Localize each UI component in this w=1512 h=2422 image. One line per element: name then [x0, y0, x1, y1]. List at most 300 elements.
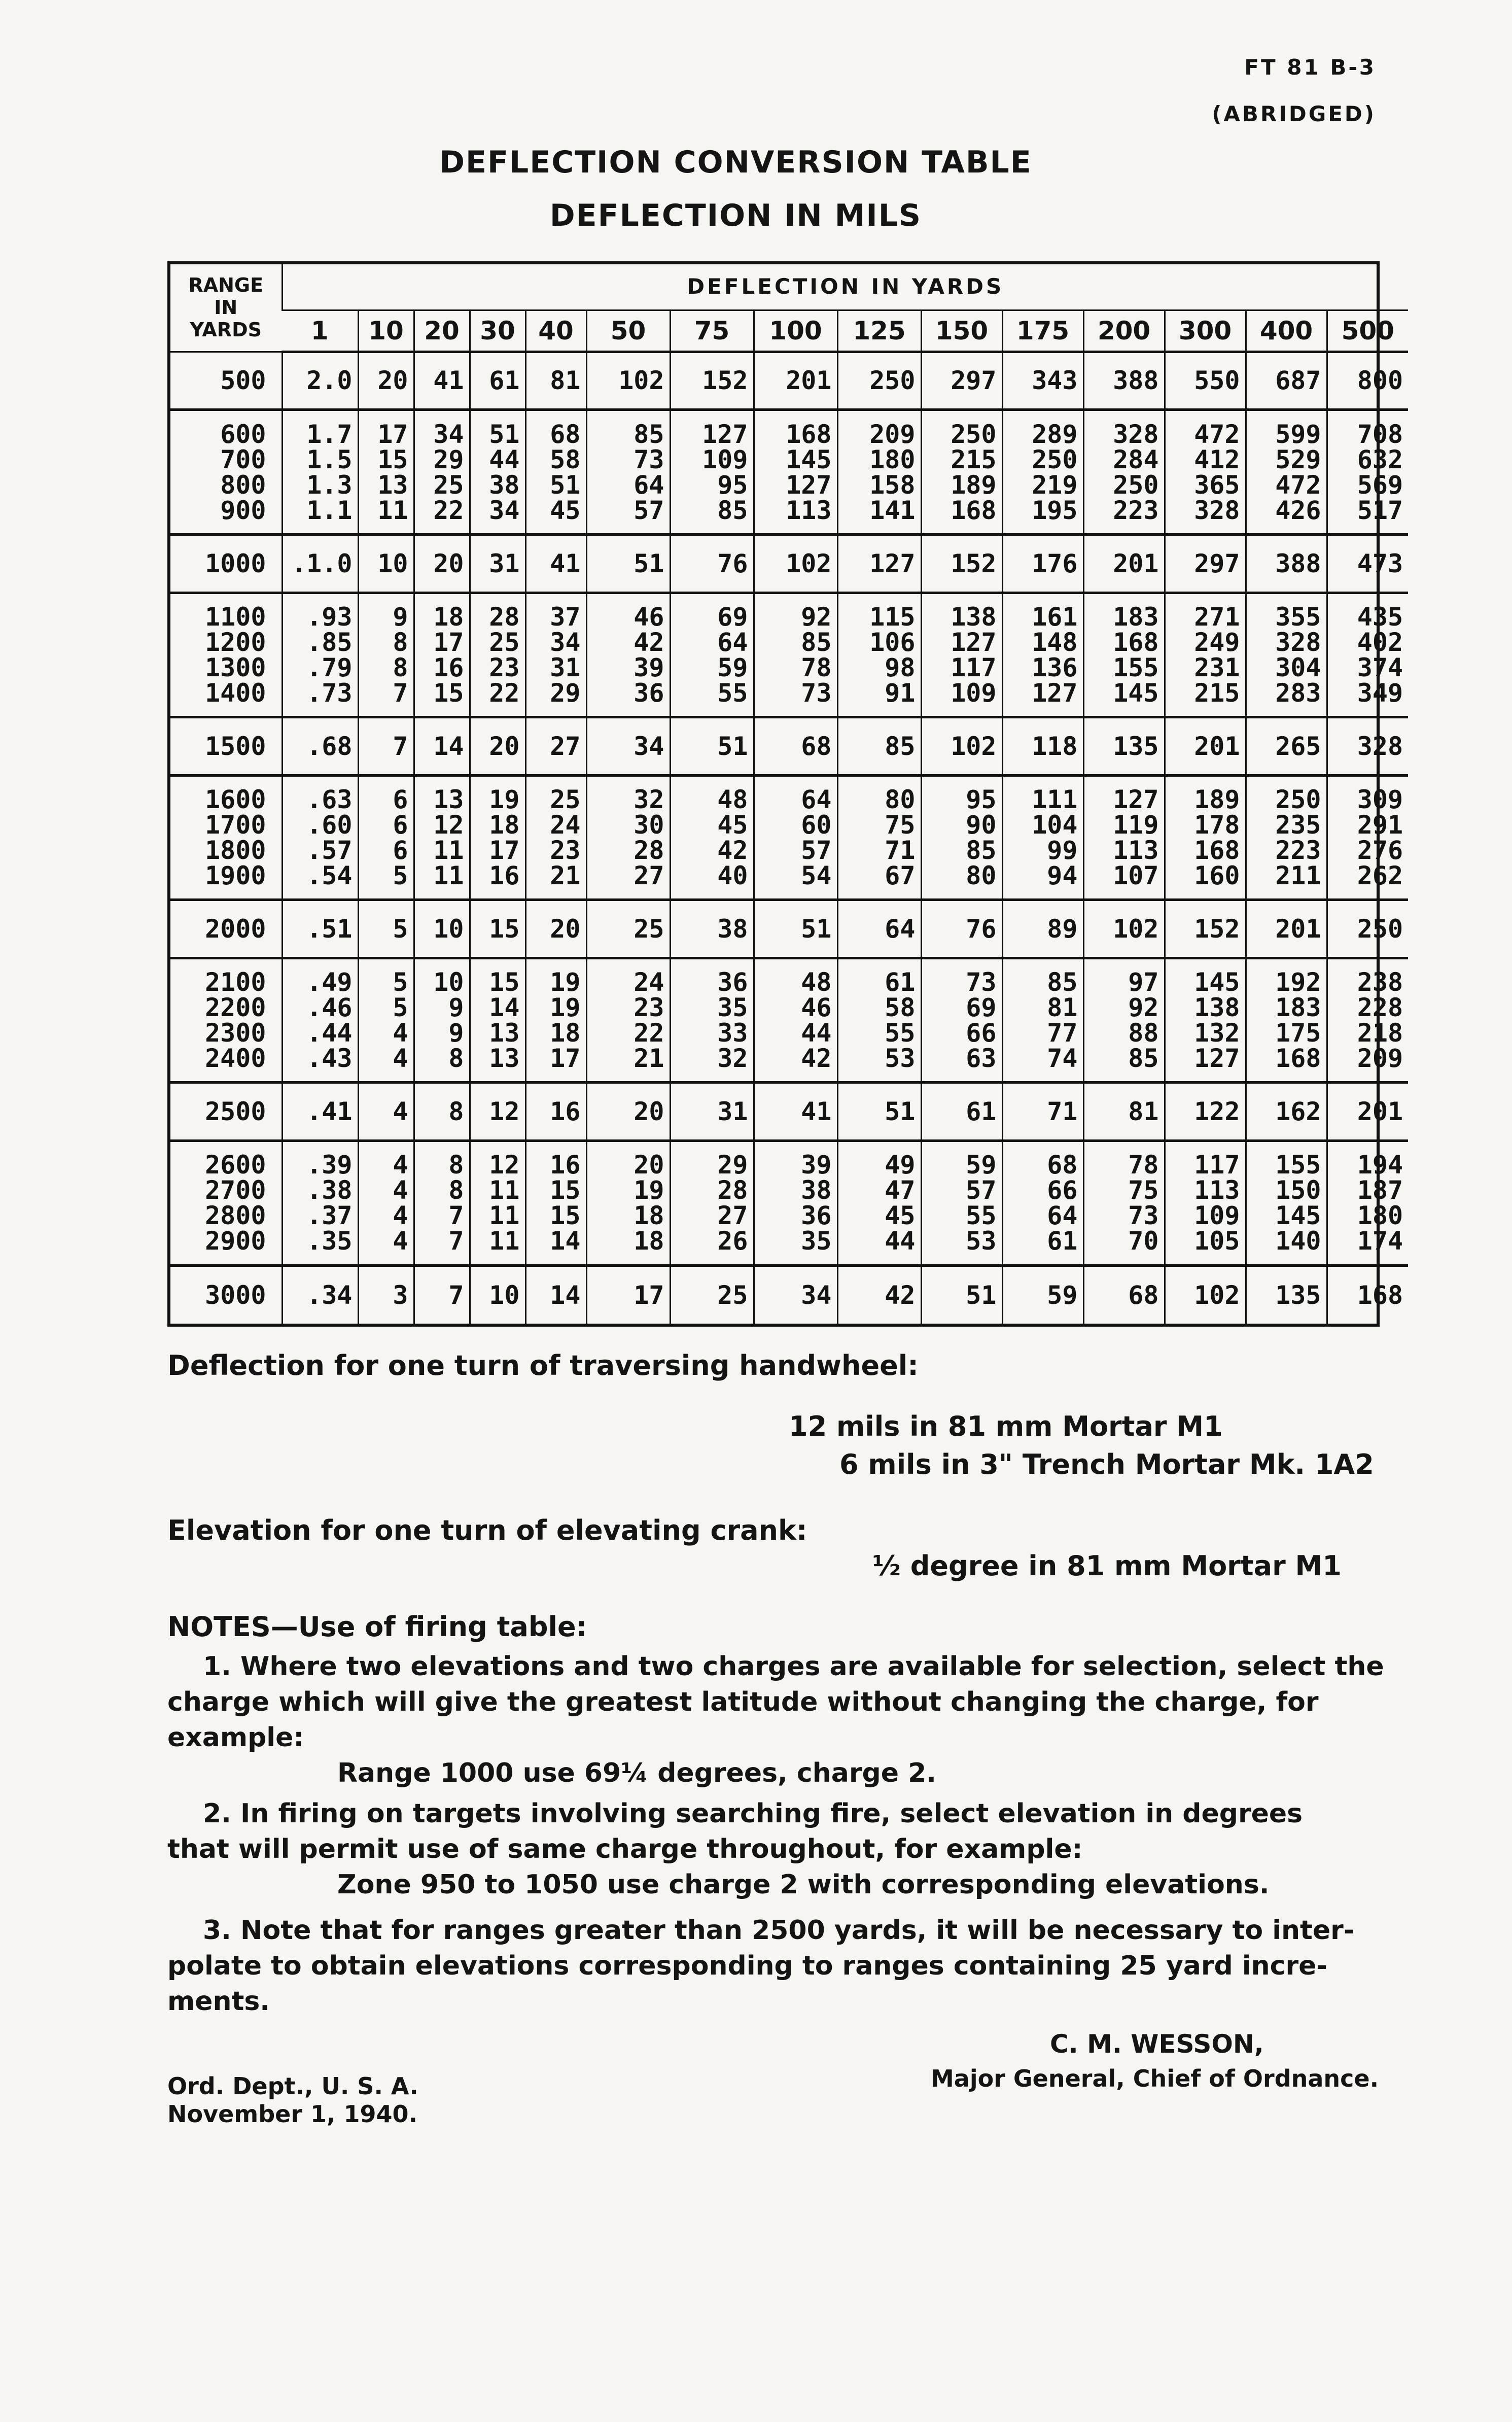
- table-cell: [1002, 717, 1083, 775]
- table-cell: [837, 900, 921, 958]
- table-cell: [470, 958, 525, 1082]
- range-value: 1900: [205, 860, 266, 890]
- mils-value: 73: [801, 678, 832, 708]
- table-cell: [754, 958, 837, 1082]
- table-cell: [837, 1083, 921, 1141]
- mils-value: 708: [1357, 419, 1403, 449]
- range-value: 1200: [205, 627, 266, 657]
- mils-value: 89: [1047, 914, 1078, 944]
- range-cell: [170, 352, 282, 410]
- table-cell: [470, 593, 525, 717]
- column-header: 175: [1002, 310, 1083, 352]
- mils-value: 66: [1047, 1175, 1078, 1205]
- column-header-row: [170, 310, 1408, 352]
- mils-value: 51: [489, 419, 520, 449]
- mils-value: 105: [1194, 1226, 1240, 1256]
- table-cell: [1327, 775, 1408, 899]
- range-value: 1400: [205, 678, 266, 708]
- mils-value: 194: [1357, 1150, 1403, 1180]
- range-value: 600: [220, 419, 266, 449]
- mils-value: 102: [1113, 914, 1159, 944]
- mils-value: 42: [634, 627, 664, 657]
- table-cell: [754, 534, 837, 593]
- table-cell: [1083, 1083, 1165, 1141]
- table-cell: [754, 717, 837, 775]
- mils-value: 132: [1194, 1018, 1240, 1048]
- column-header: 40: [525, 310, 586, 352]
- mils-value: 297: [951, 366, 997, 396]
- range-header-line: IN: [214, 296, 238, 319]
- mils-value: .54: [306, 860, 353, 890]
- table-cell: [586, 775, 670, 899]
- mils-value: 49: [885, 1150, 916, 1180]
- mils-value: 183: [1275, 993, 1321, 1023]
- range-value: 2700: [205, 1175, 266, 1205]
- mils-value: 18: [634, 1201, 664, 1231]
- mils-value: 235: [1275, 810, 1321, 840]
- mils-value: 168: [1275, 1044, 1321, 1074]
- mils-value: 6: [393, 835, 408, 865]
- table-cell: [414, 717, 470, 775]
- mils-value: 19: [489, 784, 520, 814]
- table-cell: [921, 717, 1002, 775]
- mils-value: 136: [1032, 652, 1078, 682]
- mils-value: .35: [306, 1226, 353, 1256]
- footer-date: November 1, 1940.: [167, 2100, 418, 2128]
- table-cell: [470, 534, 525, 593]
- mils-value: 412: [1194, 444, 1240, 474]
- mils-value: 15: [433, 678, 464, 708]
- mils-value: 529: [1275, 444, 1321, 474]
- mils-value: 98: [885, 652, 916, 682]
- mils-value: 81: [1128, 1097, 1159, 1127]
- mils-value: 9: [393, 602, 408, 632]
- mils-value: 109: [1194, 1201, 1240, 1231]
- range-value: 2200: [205, 993, 266, 1023]
- range-value: 1700: [205, 810, 266, 840]
- mils-value: 800: [1357, 366, 1403, 396]
- mils-value: 148: [1032, 627, 1078, 657]
- mils-value: 175: [1275, 1018, 1321, 1048]
- mils-value: 145: [1113, 678, 1159, 708]
- table-cell: [1002, 1141, 1083, 1265]
- mils-value: 15: [489, 967, 520, 997]
- mils-value: 4: [393, 1018, 408, 1048]
- mils-value: 4: [393, 1044, 408, 1074]
- mils-value: 36: [634, 678, 664, 708]
- mils-value: 27: [634, 860, 664, 890]
- range-value: 2600: [205, 1150, 266, 1180]
- table-cell: [1327, 534, 1408, 593]
- page-subtitle: DEFLECTION IN MILS: [549, 198, 922, 233]
- signature-title: Major General, Chief of Ordnance.: [931, 2065, 1379, 2092]
- table-cell: [470, 1141, 525, 1265]
- table-cell: [586, 1083, 670, 1141]
- mils-value: 21: [550, 860, 581, 890]
- table-cell: [586, 958, 670, 1082]
- mils-value: 23: [550, 835, 581, 865]
- mils-value: 95: [966, 784, 997, 814]
- mils-value: 29: [433, 444, 464, 474]
- mils-value: 17: [634, 1280, 664, 1310]
- mils-value: 31: [717, 1097, 748, 1127]
- table-cell: [470, 1265, 525, 1324]
- table-cell: [670, 900, 754, 958]
- range-cell: [170, 958, 282, 1082]
- mils-value: 365: [1194, 470, 1240, 500]
- mils-value: 37: [550, 602, 581, 632]
- table-cell: [586, 1141, 670, 1265]
- mils-value: 1.3: [306, 470, 353, 500]
- mils-value: 18: [550, 1018, 581, 1048]
- mils-value: 38: [489, 470, 520, 500]
- range-value: 2000: [205, 914, 266, 944]
- mils-value: 22: [433, 495, 464, 525]
- mils-value: 25: [634, 914, 664, 944]
- mils-value: 109: [702, 444, 748, 474]
- mils-value: 328: [1357, 731, 1403, 761]
- mils-value: 71: [1047, 1097, 1078, 1127]
- note-1-example: Range 1000 use 69¼ degrees, charge 2.: [337, 1758, 937, 1788]
- table-cell: [837, 775, 921, 899]
- note-2-example: Zone 950 to 1050 use charge 2 with corresponding elevations.: [337, 1870, 1270, 1900]
- mils-value: 38: [717, 914, 748, 944]
- mils-value: 161: [1032, 602, 1078, 632]
- mils-value: 85: [634, 419, 664, 449]
- range-value: 1100: [205, 602, 266, 632]
- table-cell: [1002, 352, 1083, 410]
- mils-value: 9: [448, 1018, 464, 1048]
- table-cell: [1002, 1083, 1083, 1141]
- mils-value: 138: [1194, 993, 1240, 1023]
- mils-value: 168: [1194, 835, 1240, 865]
- mils-value: 12: [489, 1097, 520, 1127]
- range-cell: [170, 1265, 282, 1324]
- mils-value: 66: [966, 1018, 997, 1048]
- mils-value: 211: [1275, 860, 1321, 890]
- mils-value: 4: [393, 1097, 408, 1127]
- mils-value: 51: [634, 548, 664, 578]
- table-cell: [1246, 900, 1327, 958]
- mils-value: 113: [1194, 1175, 1240, 1205]
- note-3-line-3: ments.: [167, 1986, 270, 2017]
- mils-value: 39: [801, 1150, 832, 1180]
- mils-value: 64: [717, 627, 748, 657]
- mils-value: 24: [550, 810, 581, 840]
- table-cell: [1246, 1141, 1327, 1265]
- mils-value: 12: [489, 1150, 520, 1180]
- table-cell: [470, 1083, 525, 1141]
- mils-value: 58: [550, 444, 581, 474]
- mils-value: 39: [634, 652, 664, 682]
- mils-value: 1.1: [306, 495, 353, 525]
- mils-value: 64: [885, 914, 916, 944]
- mils-value: 97: [1128, 967, 1159, 997]
- table-cell: [1165, 534, 1246, 593]
- mils-value: 5: [393, 914, 408, 944]
- mils-value: 20: [634, 1097, 664, 1127]
- table-cell: [754, 1083, 837, 1141]
- mils-value: 17: [550, 1044, 581, 1074]
- mils-value: 231: [1194, 652, 1240, 682]
- mils-value: 25: [489, 627, 520, 657]
- mils-value: 5: [393, 993, 408, 1023]
- mils-value: 5: [393, 860, 408, 890]
- mils-value: 64: [1047, 1201, 1078, 1231]
- mils-value: 26: [717, 1226, 748, 1256]
- table-cell: [525, 1083, 586, 1141]
- mils-value: 4: [393, 1201, 408, 1231]
- mils-value: 388: [1113, 366, 1159, 396]
- table-cell: [754, 1141, 837, 1265]
- table-cell: [670, 1083, 754, 1141]
- mils-value: 45: [885, 1201, 916, 1231]
- mils-value: 328: [1194, 495, 1240, 525]
- mils-value: 73: [634, 444, 664, 474]
- mils-value: 92: [1128, 993, 1159, 1023]
- table-row: [170, 775, 1408, 899]
- mils-value: 59: [717, 652, 748, 682]
- mils-value: 28: [634, 835, 664, 865]
- mils-value: 11: [489, 1175, 520, 1205]
- table-cell: [1083, 352, 1165, 410]
- mils-value: 168: [1357, 1280, 1403, 1310]
- mils-value: 36: [801, 1201, 832, 1231]
- mils-value: 8: [393, 627, 408, 657]
- mils-value: 15: [377, 444, 408, 474]
- table-cell: [1165, 717, 1246, 775]
- mils-value: 119: [1113, 810, 1159, 840]
- mils-value: .34: [306, 1280, 353, 1310]
- mils-value: 78: [1128, 1150, 1159, 1180]
- table-cell: [921, 1083, 1002, 1141]
- mils-value: 8: [448, 1150, 464, 1180]
- mils-value: 40: [717, 860, 748, 890]
- mils-value: 13: [433, 784, 464, 814]
- mils-value: 102: [1194, 1280, 1240, 1310]
- mils-value: 16: [489, 860, 520, 890]
- table-cell: [670, 593, 754, 717]
- mils-value: 34: [801, 1280, 832, 1310]
- mils-value: 192: [1275, 967, 1321, 997]
- mils-value: 209: [1357, 1044, 1403, 1074]
- mils-value: 14: [550, 1226, 581, 1256]
- range-cell: [170, 1083, 282, 1141]
- note-3-line-2: polate to obtain elevations corresponding to ranges containing 25 yard incre-: [167, 1951, 1327, 1981]
- mils-value: 15: [550, 1175, 581, 1205]
- mils-value: 19: [634, 1175, 664, 1205]
- mils-value: 53: [885, 1044, 916, 1074]
- elevation-label: Elevation for one turn of elevating crank:: [167, 1514, 807, 1546]
- mils-value: 155: [1113, 652, 1159, 682]
- mils-value: 10: [433, 967, 464, 997]
- mils-value: 18: [489, 810, 520, 840]
- mils-value: 106: [869, 627, 916, 657]
- mils-value: 16: [550, 1097, 581, 1127]
- table-cell: [837, 352, 921, 410]
- mils-value: 8: [393, 652, 408, 682]
- table-cell: [754, 410, 837, 534]
- mils-value: 127: [786, 470, 832, 500]
- table-cell: [1246, 1083, 1327, 1141]
- mils-value: 10: [433, 914, 464, 944]
- mils-value: 18: [433, 602, 464, 632]
- mils-value: 8: [448, 1175, 464, 1205]
- table-cell: [1002, 775, 1083, 899]
- mils-value: 44: [489, 444, 520, 474]
- mils-value: 11: [377, 495, 408, 525]
- table-cell: [670, 534, 754, 593]
- mils-value: 85: [717, 495, 748, 525]
- mils-value: 115: [869, 602, 916, 632]
- mils-value: 201: [1357, 1097, 1403, 1127]
- table-cell: [470, 775, 525, 899]
- table-cell: [358, 534, 414, 593]
- mils-value: 3: [393, 1280, 408, 1310]
- mils-value: 53: [966, 1226, 997, 1256]
- mils-value: 76: [966, 914, 997, 944]
- mils-value: 328: [1275, 627, 1321, 657]
- mils-value: 127: [1032, 678, 1078, 708]
- table-cell: [1083, 900, 1165, 958]
- note-1-line-2: charge which will give the greatest latitude without changing the charge, for: [167, 1687, 1319, 1717]
- mils-value: 80: [885, 784, 916, 814]
- table-cell: [921, 1265, 1002, 1324]
- note-3-line-1: 3. Note that for ranges greater than 2500 yards, it will be necessary to inter-: [203, 1915, 1355, 1946]
- table-cell: [282, 593, 358, 717]
- table-cell: [1083, 534, 1165, 593]
- mils-value: 64: [634, 470, 664, 500]
- mils-value: 42: [801, 1044, 832, 1074]
- mils-value: 28: [717, 1175, 748, 1205]
- note-2-line-1: 2. In firing on targets involving searching fire, select elevation in degrees: [203, 1798, 1303, 1829]
- table-cell: [1327, 958, 1408, 1082]
- range-value: 2100: [205, 967, 266, 997]
- table-cell: [1327, 900, 1408, 958]
- mils-value: 30: [634, 810, 664, 840]
- range-value: 2800: [205, 1201, 266, 1231]
- table-cell: [358, 593, 414, 717]
- mils-value: 95: [717, 470, 748, 500]
- table-cell: [282, 958, 358, 1082]
- table-body: [170, 352, 1408, 1324]
- mils-value: 20: [377, 366, 408, 396]
- mils-value: 180: [1357, 1201, 1403, 1231]
- mils-value: 7: [393, 678, 408, 708]
- mils-value: 17: [377, 419, 408, 449]
- mils-value: 117: [1194, 1150, 1240, 1180]
- table-cell: [525, 534, 586, 593]
- mils-value: 309: [1357, 784, 1403, 814]
- table-cell: [1165, 1083, 1246, 1141]
- column-header: 10: [358, 310, 414, 352]
- mils-value: 20: [489, 731, 520, 761]
- document-code: FT 81 B-3: [1244, 55, 1376, 80]
- mils-value: 349: [1357, 678, 1403, 708]
- column-header: 300: [1165, 310, 1246, 352]
- mils-value: 25: [433, 470, 464, 500]
- mils-value: 81: [550, 366, 581, 396]
- mils-value: 276: [1357, 835, 1403, 865]
- table-cell: [1327, 410, 1408, 534]
- table-row: [170, 900, 1408, 958]
- table-cell: [670, 1265, 754, 1324]
- mils-value: .85: [306, 627, 353, 657]
- mils-value: 19: [550, 967, 581, 997]
- mils-value: 74: [1047, 1044, 1078, 1074]
- table-cell: [921, 958, 1002, 1082]
- table-cell: [1327, 717, 1408, 775]
- mils-value: 34: [550, 627, 581, 657]
- mils-value: 67: [885, 860, 916, 890]
- mils-value: 41: [550, 548, 581, 578]
- range-value: 2900: [205, 1226, 266, 1256]
- note-1-line-3: example:: [167, 1722, 304, 1753]
- mils-value: 25: [717, 1280, 748, 1310]
- mils-value: 8: [448, 1044, 464, 1074]
- table-cell: [282, 1141, 358, 1265]
- mils-value: .68: [306, 731, 353, 761]
- range-header-line: YARDS: [190, 319, 262, 341]
- mils-value: 250: [1032, 444, 1078, 474]
- mils-value: 104: [1032, 810, 1078, 840]
- table-cell: [1246, 352, 1327, 410]
- mils-value: .37: [306, 1201, 353, 1231]
- table-cell: [414, 352, 470, 410]
- handwheel-label: Deflection for one turn of traversing handwheel:: [167, 1350, 919, 1381]
- column-header: 125: [837, 310, 921, 352]
- mils-value: 201: [1194, 731, 1240, 761]
- mils-value: 23: [489, 652, 520, 682]
- mils-value: 41: [433, 366, 464, 396]
- range-cell: [170, 717, 282, 775]
- table-cell: [754, 352, 837, 410]
- table-cell: [358, 717, 414, 775]
- mils-value: 102: [951, 731, 997, 761]
- mils-value: 41: [801, 1097, 832, 1127]
- table-cell: [358, 1265, 414, 1324]
- mils-value: 33: [717, 1018, 748, 1048]
- table-cell: [525, 1265, 586, 1324]
- mils-value: 632: [1357, 444, 1403, 474]
- mils-value: 10: [489, 1280, 520, 1310]
- mils-value: 61: [1047, 1226, 1078, 1256]
- mils-value: 189: [1194, 784, 1240, 814]
- notes-heading: NOTES—Use of firing table:: [167, 1611, 587, 1643]
- range-cell: [170, 410, 282, 534]
- elevation-value: ½ degree in 81 mm Mortar M1: [872, 1550, 1342, 1582]
- table-cell: [754, 900, 837, 958]
- mils-value: 59: [1047, 1280, 1078, 1310]
- table-cell: [358, 1083, 414, 1141]
- table-cell: [1165, 958, 1246, 1082]
- mils-value: 35: [717, 993, 748, 1023]
- mils-value: 57: [966, 1175, 997, 1205]
- mils-value: 7: [448, 1280, 464, 1310]
- mils-value: 687: [1275, 366, 1321, 396]
- mils-value: 45: [550, 495, 581, 525]
- mils-value: 15: [550, 1201, 581, 1231]
- table-cell: [1083, 958, 1165, 1082]
- range-value: 2500: [205, 1097, 266, 1127]
- table-cell: [414, 534, 470, 593]
- table-cell: [1002, 534, 1083, 593]
- mils-value: 189: [951, 470, 997, 500]
- mils-value: 20: [634, 1150, 664, 1180]
- table-cell: [1246, 593, 1327, 717]
- mils-value: 16: [433, 652, 464, 682]
- range-value: 1300: [205, 652, 266, 682]
